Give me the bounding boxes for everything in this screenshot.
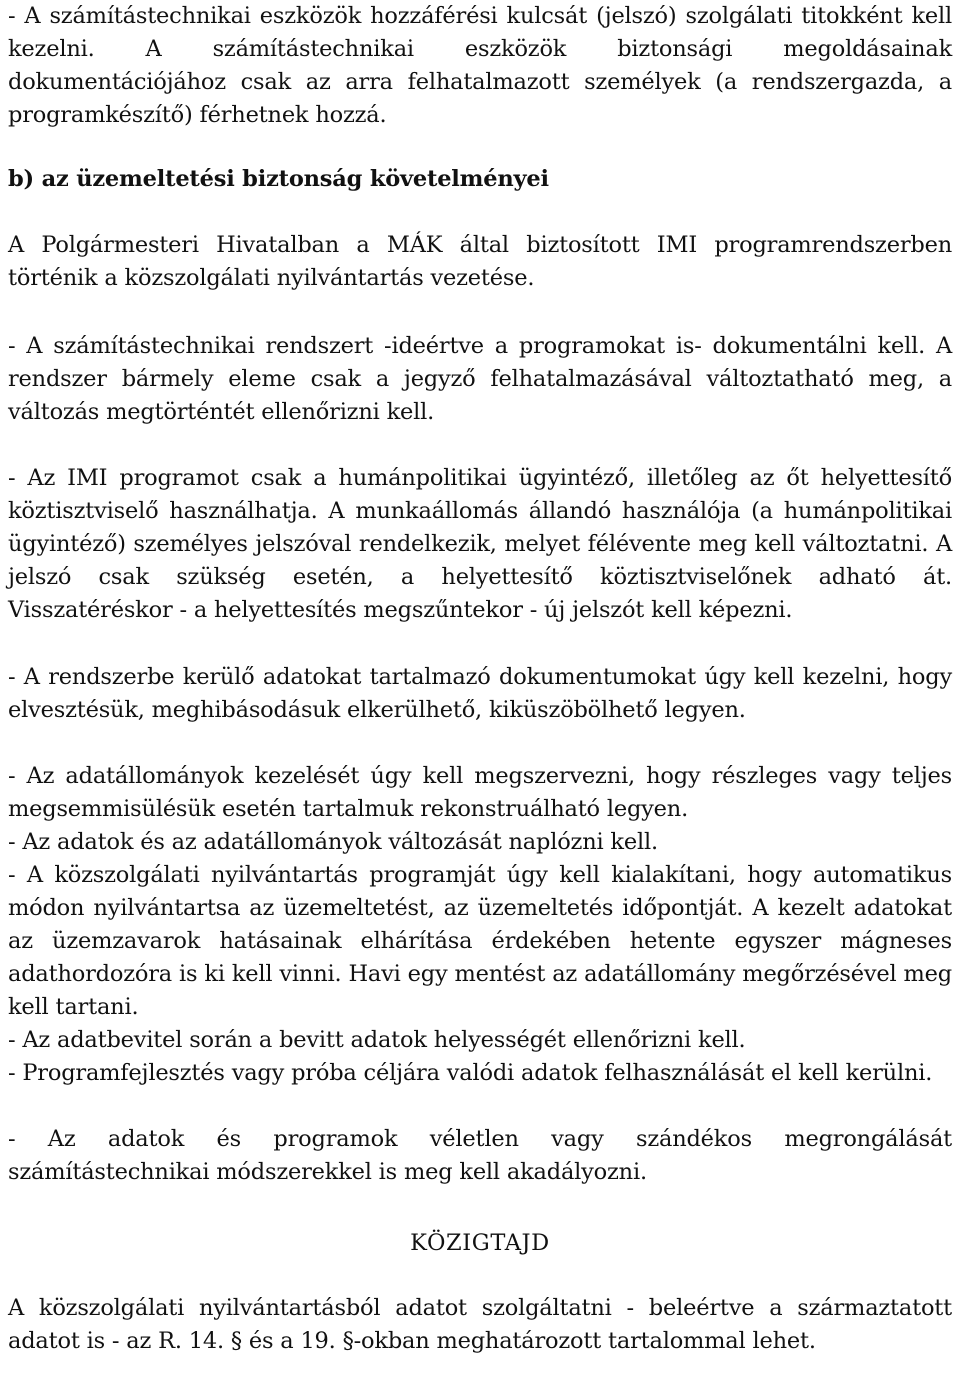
requirement-item-7: - Az adatbevitel során a bevitt adatok helyességét ellenőrizni kell. (8, 1027, 746, 1053)
requirement-item-4: - Az adatállományok kezelését úgy kell megszervezni, hogy részleges vagy teljes megsemmisülésük esetén tartalmuk rekonstruálható legyen. (8, 763, 952, 822)
section-b-intro: A Polgármesteri Hivatalban a MÁK által biztosított IMI programrendszerben történik a közszolgálati nyilvántartás vezetése. (8, 232, 952, 291)
requirement-item-9: - Az adatok és programok véletlen vagy szándékos megrongálását számítástechnikai módszerekkel is meg kell akadályozni. (8, 1126, 952, 1185)
requirement-item-2: - Az IMI programot csak a humánpolitikai ügyintéző, illetőleg az őt helyettesítő köztisztviselő használhatja. A munkaállomás állandó használója (a humánpolitikai ügyintéző) személyes jelszóval rendelkezik, melyet félévente meg kell változtatni. A jelszó csak szükség esetén, a helyettesítő köztisztviselőnek adható át. Visszatéréskor - a helyettesítés megszűntekor - új jelszót kell képezni. (8, 465, 952, 623)
requirement-item-5: - Az adatok és az adatállományok változását naplózni kell. (8, 829, 658, 855)
closing-paragraph: A közszolgálati nyilvántartásból adatot szolgáltatni - beleértve a származtatott adatot is - az R. 14. § és a 19. §-okban meghatározott tartalommal lehet. (8, 1295, 952, 1354)
intro-paragraph: - A számítástechnikai eszközök hozzáférési kulcsát (jelszó) szolgálati titokként kell kezelni. A számítástechnikai eszközök biztonsági megoldásainak dokumentációjához csak az arra felhatalmazott személyek (a rendszergazda, a programkészítő) férhetnek hozzá. (8, 3, 952, 128)
requirement-item-8: - Programfejlesztés vagy próba céljára valódi adatok felhasználását el kell kerülni. (8, 1060, 933, 1086)
requirement-item-1: - A számítástechnikai rendszert -ideértve a programokat is- dokumentálni kell. A rendszer bármely eleme csak a jegyző felhatalmazásával változtatható meg, a változás megtörténtét ellenőrizni kell. (8, 333, 952, 425)
section-b-heading: b) az üzemeltetési biztonság követelményei (8, 166, 549, 192)
requirement-item-3: - A rendszerbe kerülő adatokat tartalmazó dokumentumokat úgy kell kezelni, hogy elvesztésük, meghibásodásuk elkerülhető, kiküszöbölhető legyen. (8, 664, 952, 723)
section-title: KÖZIGTAJD (410, 1230, 550, 1256)
requirement-item-6: - A közszolgálati nyilvántartás programját úgy kell kialakítani, hogy automatikus módon nyilvántartsa az üzemeltetést, az üzemeltetés időpontját. A kezelt adatokat az üzemzavarok hatásainak elhárítása érdekében hetente egyszer mágneses adathordozóra is ki kell vinni. Havi egy mentést az adatállomány megőrzésével meg kell tartani. (8, 862, 952, 1020)
